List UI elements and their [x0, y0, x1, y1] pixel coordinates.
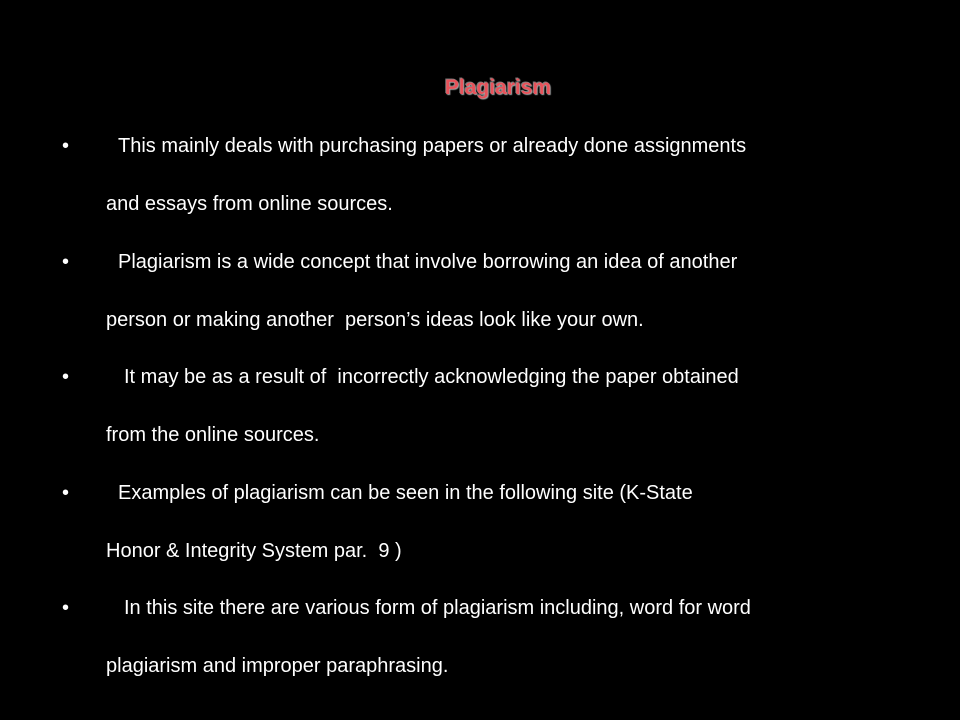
bullet-marker: • — [62, 251, 70, 273]
bullet-text-line: person or making another person’s ideas look like your own. — [106, 309, 644, 331]
bullet-marker: • — [62, 366, 70, 388]
slide-title: Plagiarism — [444, 76, 552, 99]
bullet-text-line: and essays from online sources. — [106, 193, 393, 215]
bullet-marker: • — [62, 135, 70, 157]
bullet-marker: • — [62, 597, 70, 619]
bullet-text-line: This mainly deals with purchasing papers or already done assignments — [118, 135, 747, 157]
bullet-marker: • — [62, 482, 70, 504]
bullet-text-line: Honor & Integrity System par. 9 ) — [106, 540, 402, 562]
bullet-text-line: from the online sources. — [106, 424, 320, 446]
bullet-text-line: In this site there are various form of plagiarism including, word for word — [124, 597, 751, 619]
bullet-text-line: It may be as a result of incorrectly acknowledging the paper obtained — [124, 366, 739, 388]
bullet-text-line: plagiarism and improper paraphrasing. — [106, 655, 449, 677]
bullet-text-line: Examples of plagiarism can be seen in the following site (K-State — [118, 482, 693, 504]
bullet-text-line: Plagiarism is a wide concept that involve borrowing an idea of another — [118, 251, 738, 273]
